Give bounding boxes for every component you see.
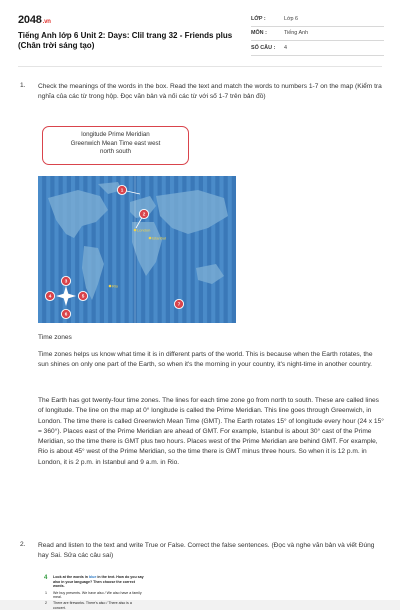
- time-zone-map: [38, 176, 236, 323]
- meta-row-subject: [251, 27, 384, 42]
- question-instruction: Read and listen to the text and write True or False. Correct the false sentences. (Đọc và nghe văn bản và viết Đúng hay Sai. Sửa các câu sai): [38, 542, 375, 560]
- svg-text:1: 1: [120, 187, 124, 193]
- exercise-heading: [44, 575, 144, 589]
- map-marker-6[interactable]: [61, 309, 70, 318]
- meta-key: SỐ CÂU :: [251, 44, 276, 51]
- city-dot-istanbul: [149, 237, 152, 240]
- meta-row-class: [251, 12, 384, 27]
- exercise-item: 2 There are fireworks. There's also / There also is a concert.: [45, 600, 132, 610]
- map-marker-1[interactable]: [117, 185, 126, 194]
- exercise-heading-text: Look at the words in blue in the text. How do you say also in your language? Then choose the correct words.: [53, 575, 144, 589]
- question-number: 2.: [20, 541, 26, 548]
- word-box: [42, 126, 189, 165]
- page-title: Tiếng Anh lớp 6 Unit 2: Days: Clil trang 32 - Friends plus (Chân trời sáng tạo): [18, 31, 233, 50]
- city-dot-rio: [109, 285, 112, 288]
- reading-paragraph-2: The Earth has got twenty-four time zones. The lines for each time zone go from north to south. These are called lines of longitude. The line on the map at 0° longitude is called the Prime Meridian. This line goes through Greenwich, in London. The time there is called Greenwich Mean Time (GMT). The Earth rotates 15° of longitude every hour (24 x 15° = 360°). Places east of the Prime Meridian are ahead of GMT. For example, Istanbul is about 30° cast of the Prime Meridian, so the time there is GMT plus two hours. Places west of the Prime Meridian are behind GMT. For example, Rio is about 45° west of the Prime Meridian, so the time there is GMT minus three hours. So when it is 12 p.m. in London, it is 2 p.m. in Istanbul and 9 a.m. in Rio.: [38, 397, 384, 466]
- svg-text:4: 4: [48, 293, 52, 299]
- meta-value: Tiếng Anh: [284, 30, 309, 37]
- map-marker-5[interactable]: [78, 291, 87, 300]
- map-label-istanbul: Istanbul: [152, 235, 167, 241]
- word-box-line: Greenwich Mean Time east west: [70, 139, 161, 147]
- reading-title: Time zones: [38, 334, 72, 341]
- map-graphic: [38, 176, 236, 323]
- logo-text: 2048: [18, 14, 42, 26]
- word-box-line: north south: [100, 148, 131, 156]
- meta-value: Lớp 6: [284, 15, 299, 22]
- city-dot-london: [134, 229, 137, 232]
- meta-table: [251, 12, 384, 56]
- svg-text:5: 5: [81, 293, 85, 299]
- svg-text:3: 3: [64, 278, 68, 284]
- meta-key: LỚP :: [251, 15, 266, 22]
- logo-tld: .vn: [42, 19, 51, 25]
- meta-row-count: [251, 41, 384, 56]
- map-marker-7[interactable]: [174, 299, 183, 308]
- map-marker-4[interactable]: [45, 291, 54, 300]
- exercise-item: 1 We buy presents. We have also / We also have a family meal.: [45, 590, 142, 600]
- question-number: 1.: [20, 82, 26, 89]
- question-instruction: Check the meanings of the words in the box. Read the text and match the words to numbers 1-7 on the map (Kiểm tra nghĩa của các từ trong hộp. Đọc văn bản và nối các từ với số 1-7 trên bản đồ): [38, 83, 382, 101]
- map-label-rio: Rio: [112, 283, 119, 289]
- exercise-number: 4: [44, 575, 48, 581]
- svg-text:7: 7: [177, 301, 181, 307]
- header-divider: [18, 66, 382, 67]
- map-marker-3[interactable]: [61, 276, 70, 285]
- word-box-line: longitude Prime Meridian: [81, 131, 150, 138]
- map-marker-2[interactable]: [139, 209, 148, 218]
- page-header: [18, 12, 384, 64]
- site-logo[interactable]: [18, 14, 51, 26]
- svg-text:2: 2: [142, 211, 146, 217]
- meta-key: MÔN :: [251, 30, 267, 37]
- meta-value: 4: [284, 44, 287, 51]
- map-label-london: London: [137, 227, 151, 233]
- exercise-image: [44, 575, 144, 610]
- reading-paragraph-1: Time zones helps us know what time it is in different parts of the world. This is because when the Earth rotates, the sun shines on only one part of the Earth, so when it's the morning in your country, it's night-time in another country.: [38, 351, 373, 369]
- svg-text:6: 6: [64, 311, 68, 317]
